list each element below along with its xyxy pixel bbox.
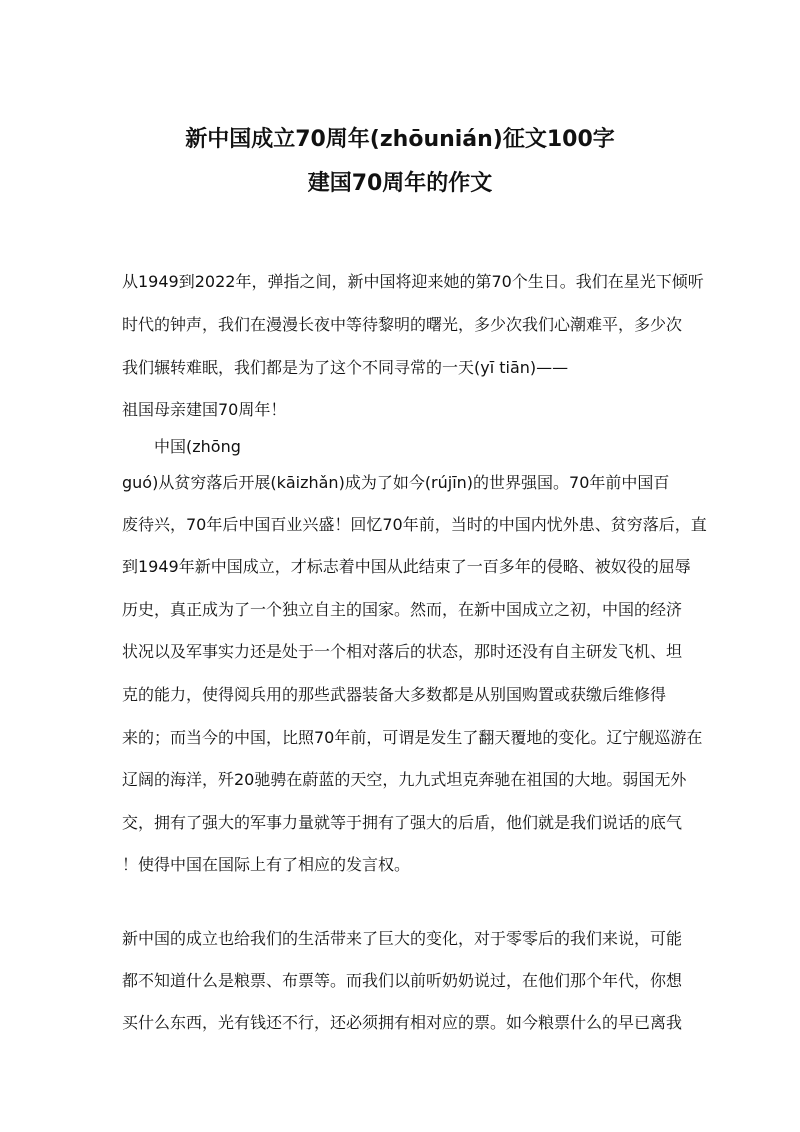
paragraph-3-line-2: 都不知道什么是粮票、布票等。而我们以前听奶奶说过，在他们那个年代，你想 [122, 971, 683, 990]
paragraph-2-line-6: 状况以及军事实力还是处于一个相对落后的状态，那时还没有自主研发飞机、坦 [122, 642, 683, 661]
paragraph-3-line-3: 买什么东西，光有钱还不行，还必须拥有相对应的票。如今粮票什么的早已离我 [122, 1013, 683, 1032]
paragraph-1-line-4: 祖国母亲建国70周年！ [122, 400, 287, 419]
title-line-1: 新中国成立70周年(zhōunián)征文100字 [185, 127, 615, 152]
paragraph-1-line-2: 时代的钟声，我们在漫漫长夜中等待黎明的曙光，多少次我们心潮难平，多少次 [122, 315, 683, 334]
paragraph-3-line-1: 新中国的成立也给我们的生活带来了巨大的变化，对于零零后的我们来说，可能 [122, 929, 683, 948]
paragraph-2-line-5: 历史，真正成为了一个独立自主的国家。然而，在新中国成立之初，中国的经济 [122, 600, 683, 619]
paragraph-2-line-7: 克的能力，使得阅兵用的那些武器装备大多数都是从别国购置或获缴后维修得 [122, 685, 667, 704]
document-title [0, 118, 800, 206]
paragraph-2-line-11: ！使得中国在国际上有了相应的发言权。 [122, 855, 411, 874]
paragraph-1-line-3: 我们辗转难眠，我们都是为了这个不同寻常的一天(yī tiān)—— [122, 358, 569, 377]
paragraph-2-line-8: 来的；而当今的中国，比照70年前，可谓是发生了翻天覆地的变化。辽宁舰巡游在 [122, 728, 703, 747]
title-line-2: 建国70周年的作文 [307, 171, 493, 196]
paragraph-2-line-9: 辽阔的海洋，歼20驰骋在蔚蓝的天空，九九式坦克奔驰在祖国的大地。弱国无外 [122, 770, 687, 789]
paragraph-2-line-10: 交，拥有了强大的军事力量就等于拥有了强大的后盾，他们就是我们说话的底气 [122, 813, 683, 832]
paragraph-1-line-1: 从1949到2022年，弹指之间，新中国将迎来她的第70个生日。我们在星光下倾听 [122, 272, 704, 291]
paragraph-2-line-3: 废待兴，70年后中国百业兴盛！回忆70年前，当时的中国内忧外患、贫穷落后，直 [122, 515, 707, 534]
paragraph-2-line-2: guó)从贫穷落后开展(kāizhǎn)成为了如今(rújīn)的世界强国。70年前中国百 [122, 473, 670, 492]
paragraph-2-line-1: 中国(zhōng [154, 437, 241, 456]
paragraph-2-line-4: 到1949年新中国成立，才标志着中国从此结束了一百多年的侵略、被奴役的屈辱 [122, 557, 691, 576]
